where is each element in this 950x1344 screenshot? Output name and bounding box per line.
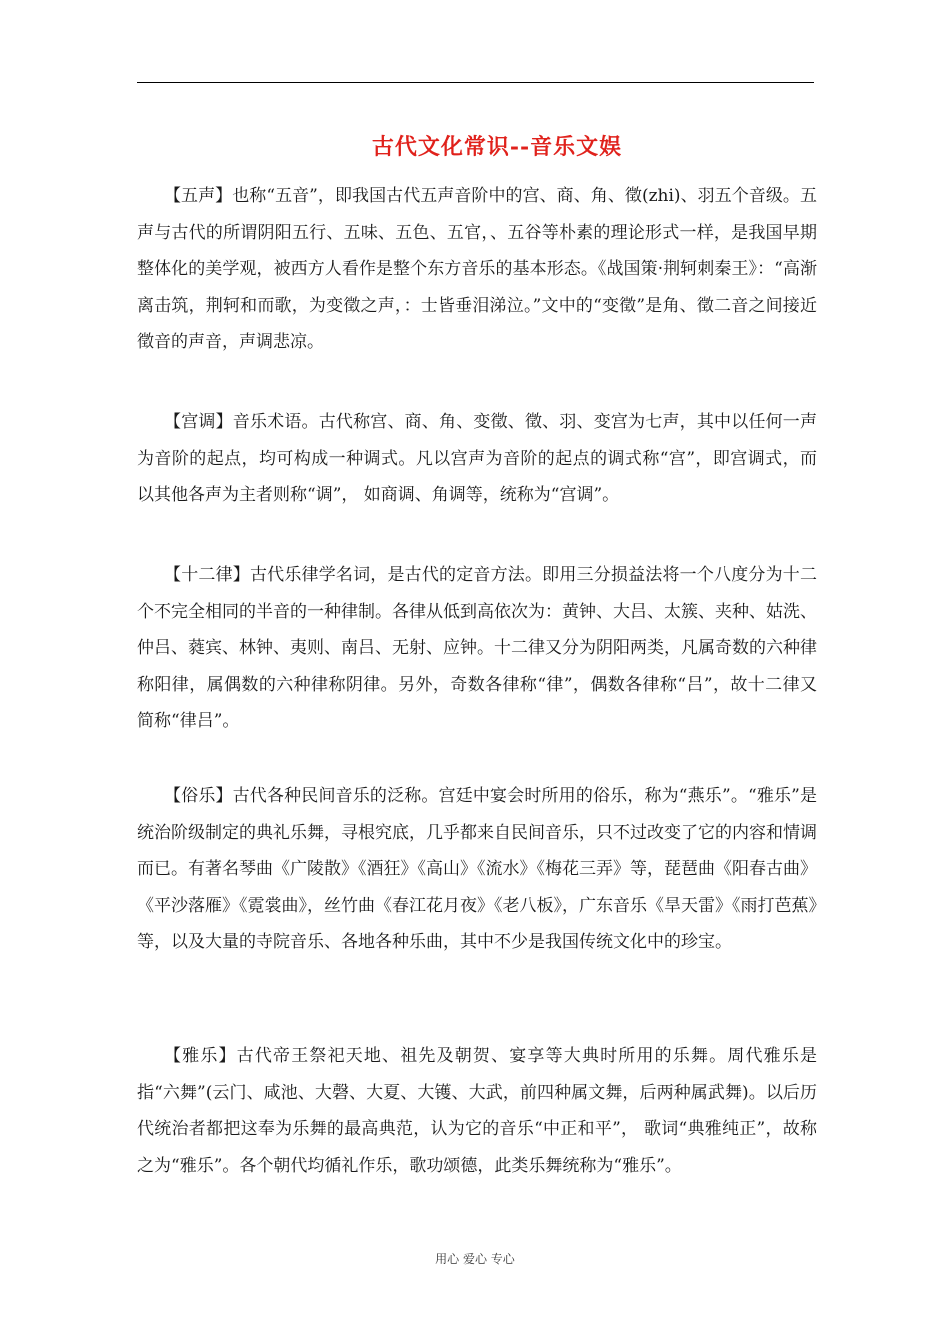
document-title: 古代文化常识--音乐文娱	[371, 134, 623, 160]
paragraph-shierlv: 【十二律】古代乐律学名词，是古代的定音方法。即用三分损益法将一个八度分为十二个不完全相同的半音的一种律制。各律从低到高依次为：黄钟、大吕、太簇、夹种、姑洗、仲吕、蕤宾、林钟、夷则、南吕、无射、应钟。十二律又分为阴阳两类，凡属奇数的六种律称阳律，属偶数的六种律称阴律。另外，奇数各律称“律”，偶数各律称“吕”，故十二律又简称“律吕”。	[137, 565, 817, 731]
paragraph-suyue: 【俗乐】古代各种民间音乐的泛称。宫廷中宴会时所用的俗乐，称为“燕乐”。“雅乐”是统治阶级制定的典礼乐舞，寻根究底，几乎都来自民间音乐，只不过改变了它的内容和情调而已。有著名琴曲《广陵散》《酒狂》《高山》《流水》《梅花三弄》等，琵琶曲《阳春古曲》《平沙落雁》《霓裳曲》，丝竹曲《春江花月夜》《老八板》，广东音乐《旱天雷》《雨打芭蕉》等，以及大量的寺院音乐、各地各种乐曲，其中不少是我国传统文化中的珍宝。	[137, 786, 817, 952]
page-footer: 用心 爱心 专心	[435, 1252, 515, 1266]
paragraph-yayue: 【雅乐】古代帝王祭祀天地、祖先及朝贺、宴享等大典时所用的乐舞。周代雅乐是指“六舞”(云门、咸池、大磬、大夏、大镬、大武，前四种属文舞，后两种属武舞)。以后历代统治者都把这奉为乐舞的最高典范，认为它的音乐“中正和平”， 歌词“典雅纯正”，故称之为“雅乐”。各个朝代均循礼作乐，歌功颂德，此类乐舞统称为“雅乐”。	[137, 1046, 817, 1176]
paragraph-wusheng: 【五声】也称“五音”，即我国古代五声音阶中的宫、商、角、徵(zhi)、羽五个音级。五声与古代的所谓阴阳五行、五味、五色、五官，、五谷等朴素的理论形式一样，是我国早期整体化的美学观，被西方人看作是整个东方音乐的基本形态。《战国策·荆轲刺秦王》：“高渐离击筑，荆轲和而歌，为变徵之声，：士皆垂泪涕泣。”文中的“变徵”是角、徵二音之间接近徵音的声音，声调悲凉。	[137, 186, 817, 352]
header-rule	[137, 82, 814, 83]
paragraph-gongdiao: 【宫调】音乐术语。古代称宫、商、角、变徵、徵、羽、变宫为七声，其中以任何一声为音阶的起点，均可构成一种调式。凡以宫声为音阶的起点的调式称“宫”，即宫调式，而以其他各声为主者则称“调”， 如商调、角调等，统称为“宫调”。	[137, 412, 817, 505]
